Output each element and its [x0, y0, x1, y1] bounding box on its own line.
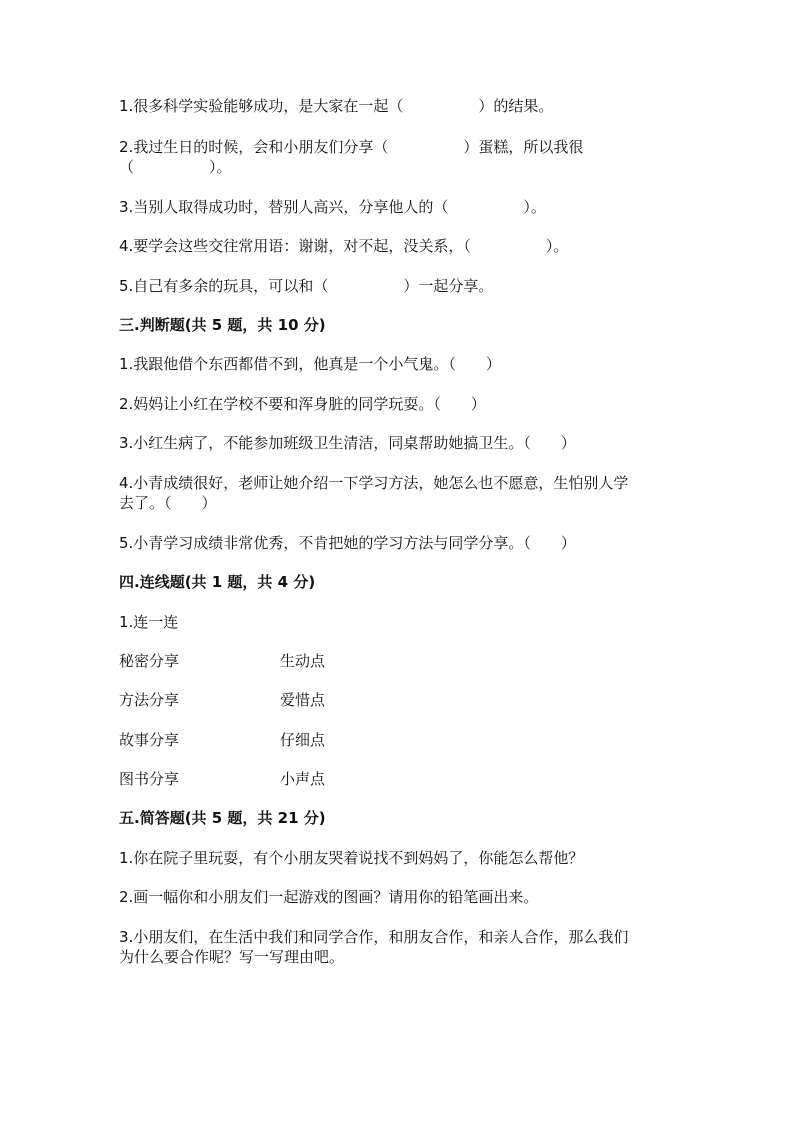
judge-question-2: 2.妈妈让小红在学校不要和浑身脏的同学玩耍。（ ） — [119, 395, 486, 413]
judge-question-3: 3.小红生病了，不能参加班级卫生清洁，同桌帮助她搞卫生。（ ） — [119, 434, 576, 452]
match-question: 1.连一连 — [119, 613, 179, 631]
match-right-item-3: 仔细点 — [280, 731, 326, 749]
match-left-item-4: 图书分享 — [119, 770, 180, 788]
match-left-item-2: 方法分享 — [119, 691, 180, 709]
fill-in-question-3: 3.当别人取得成功时，替别人高兴，分享他人的（ ）。 — [119, 198, 546, 216]
fill-in-question-5: 5.自己有多余的玩具，可以和（ ）一起分享。 — [119, 277, 494, 295]
fill-in-question-2-line-2: （ ）。 — [119, 158, 232, 176]
judge-question-4-line-1: 4.小青成绩很好，老师让她介绍一下学习方法，她怎么也不愿意，生怕别人学 — [119, 474, 629, 492]
fill-in-question-1: 1.很多科学实验能够成功，是大家在一起（ ）的结果。 — [119, 97, 554, 115]
short-answer-question-3-line-2: 为什么要合作呢？写一写理由吧。 — [119, 948, 345, 966]
section-5-heading: 五.简答题(共 5 题，共 21 分) — [119, 809, 326, 827]
judge-question-5: 5.小青学习成绩非常优秀，不肯把她的学习方法与同学分享。（ ） — [119, 534, 576, 552]
section-4-heading: 四.连线题(共 1 题，共 4 分) — [119, 573, 316, 591]
judge-question-1: 1.我跟他借个东西都借不到，他真是一个小气鬼。（ ） — [119, 355, 501, 373]
short-answer-question-2: 2.画一幅你和小朋友们一起游戏的图画？请用你的铅笔画出来。 — [119, 888, 539, 906]
match-right-item-4: 小声点 — [280, 770, 326, 788]
short-answer-question-3-line-1: 3.小朋友们，在生活中我们和同学合作，和朋友合作，和亲人合作，那么我们 — [119, 928, 629, 946]
match-right-item-2: 爱惜点 — [280, 691, 326, 709]
short-answer-question-1: 1.你在院子里玩耍，有个小朋友哭着说找不到妈妈了，你能怎么帮他？ — [119, 849, 584, 867]
fill-in-question-4: 4.要学会这些交往常用语：谢谢，对不起，没关系，（ ）。 — [119, 237, 569, 255]
match-left-item-1: 秘密分享 — [119, 652, 180, 670]
match-left-item-3: 故事分享 — [119, 731, 180, 749]
judge-question-4-line-2: 去了。（ ） — [119, 494, 217, 512]
fill-in-question-2-line-1: 2.我过生日的时候，会和小朋友们分享（ ）蛋糕，所以我很 — [119, 138, 584, 156]
section-3-heading: 三.判断题(共 5 题，共 10 分) — [119, 316, 326, 334]
match-right-item-1: 生动点 — [280, 652, 326, 670]
